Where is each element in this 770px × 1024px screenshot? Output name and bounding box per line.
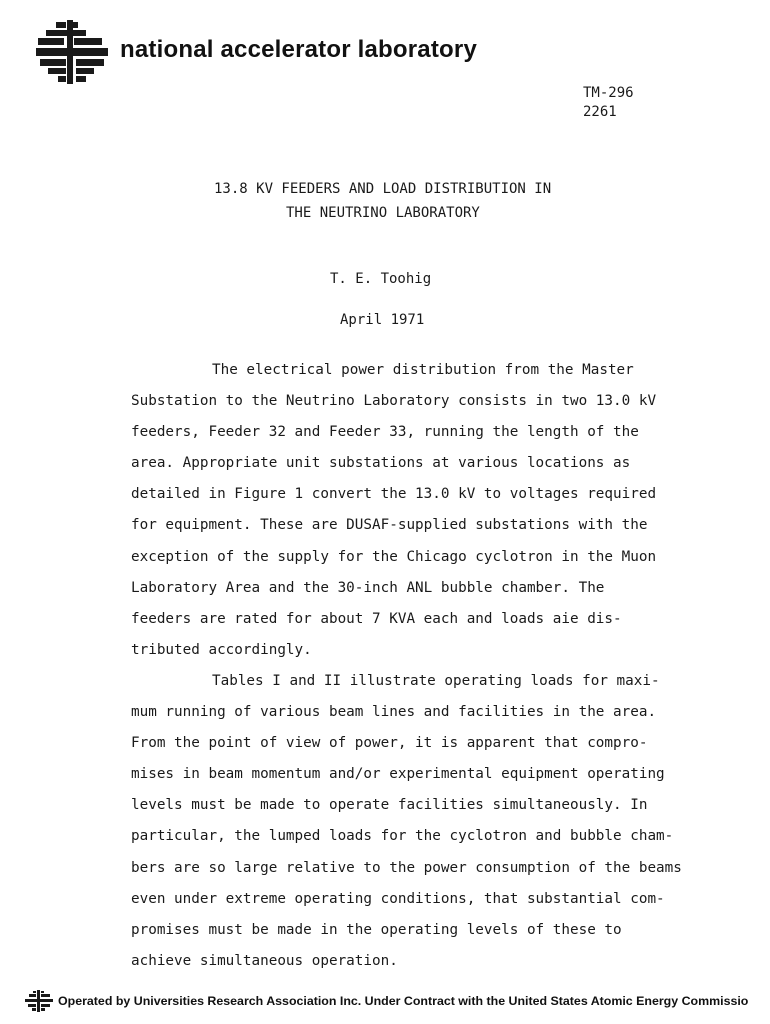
author: T. E. Toohig: [330, 271, 432, 287]
body-line: levels must be made to operate facilities simultaneously. In: [131, 797, 648, 814]
body-line: area. Appropriate unit substations at various locations as: [131, 455, 631, 472]
body-line: feeders are rated for about 7 KVA each and loads aie dis-: [131, 610, 622, 627]
date: April 1971: [340, 312, 425, 328]
body-line: From the point of view of power, it is apparent that compro-: [131, 735, 648, 752]
body-text: [131, 355, 731, 977]
lab-logo-icon: [34, 20, 110, 84]
body-line: promises must be made in the operating levels of these to: [131, 921, 622, 938]
body-line: exception of the supply for the Chicago cyclotron in the Muon: [131, 548, 657, 565]
footer-logo-icon: [24, 990, 54, 1012]
document-number: TM-296: [583, 85, 634, 101]
footer-text: Operated by Universities Research Association Inc. Under Contract with the United States Atomic Energy Commissio: [58, 994, 749, 1008]
body-line: for equipment. These are DUSAF-supplied substations with the: [131, 517, 648, 534]
body-line: Substation to the Neutrino Laboratory consists in two 13.0 kV: [131, 393, 657, 410]
body-line: Laboratory Area and the 30-inch ANL bubble chamber. The: [131, 579, 605, 596]
body-line: even under extreme operating conditions, that substantial com-: [131, 890, 665, 907]
body-line: mum running of various beam lines and facilities in the area.: [131, 704, 657, 721]
body-line: achieve simultaneous operation.: [131, 952, 398, 969]
document-number-block: [583, 84, 634, 122]
body-line: feeders, Feeder 32 and Feeder 33, running the length of the: [131, 424, 639, 441]
title-line-2: THE NEUTRINO LABORATORY: [286, 205, 480, 221]
footer: [10, 990, 770, 1014]
body-line: detailed in Figure 1 convert the 13.0 kV to voltages required: [131, 486, 657, 503]
body-line: mises in beam momentum and/or experimental equipment operating: [131, 766, 665, 783]
lab-name: national accelerator laboratory: [120, 36, 477, 63]
document-code: 2261: [583, 104, 617, 120]
body-line: Tables I and II illustrate operating loads for maxi-: [212, 672, 660, 689]
body-line: bers are so large relative to the power consumption of the beams: [131, 859, 682, 876]
body-line: The electrical power distribution from the Master: [212, 362, 634, 378]
body-line: tributed accordingly.: [131, 641, 312, 658]
title-line-1: 13.8 KV FEEDERS AND LOAD DISTRIBUTION IN: [214, 181, 552, 197]
body-line: particular, the lumped loads for the cyclotron and bubble cham-: [131, 828, 674, 845]
